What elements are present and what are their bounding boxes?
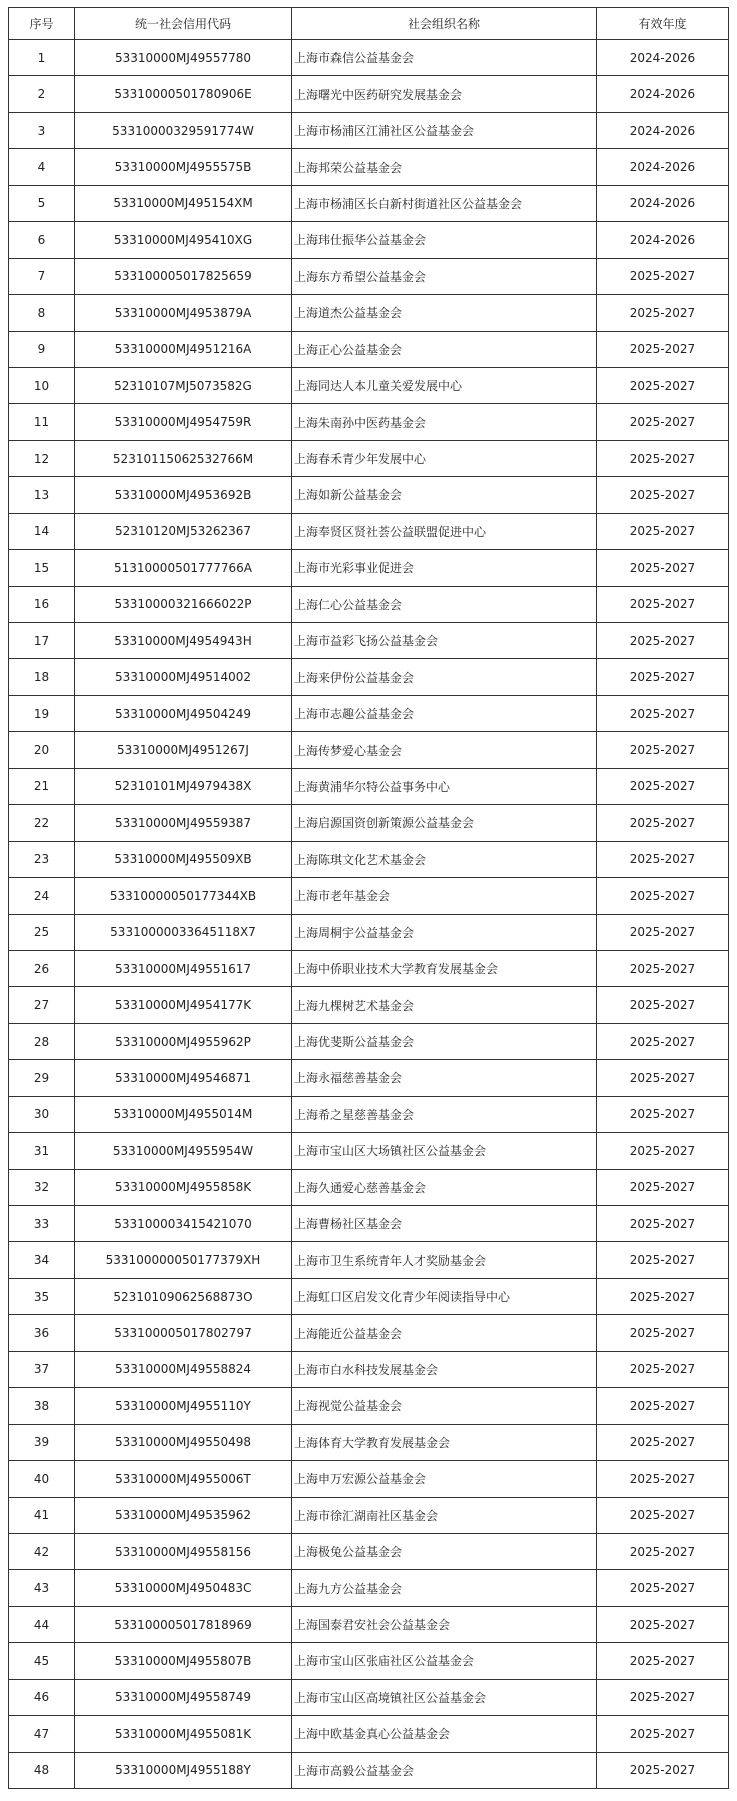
cell-credit-code: 53310000MJ4955081K <box>75 1716 292 1752</box>
cell-credit-code: 53310000033645118X7 <box>75 914 292 950</box>
cell-credit-code: 53310000MJ49558749 <box>75 1679 292 1715</box>
cell-org-name: 上海曙光中医药研究发展基金会 <box>292 76 597 112</box>
cell-credit-code: 53310000MJ49558824 <box>75 1351 292 1387</box>
cell-org-name: 上海市宝山区大场镇社区公益基金会 <box>292 1133 597 1169</box>
cell-org-name: 上海春禾青少年发展中心 <box>292 440 597 476</box>
cell-credit-code: 52310109062568873O <box>75 1278 292 1314</box>
cell-valid-years: 2025-2027 <box>597 258 729 294</box>
header-org-name: 社会组织名称 <box>292 8 597 40</box>
table-row <box>9 295 729 331</box>
cell-valid-years: 2025-2027 <box>597 1679 729 1715</box>
cell-valid-years: 2025-2027 <box>597 1206 729 1242</box>
table-row <box>9 331 729 367</box>
cell-org-name: 上海国泰君安社会公益基金会 <box>292 1606 597 1642</box>
cell-org-name: 上海市森信公益基金会 <box>292 40 597 76</box>
table-row <box>9 40 729 76</box>
cell-valid-years: 2025-2027 <box>597 1242 729 1278</box>
table-row <box>9 477 729 513</box>
cell-valid-years: 2025-2027 <box>597 732 729 768</box>
cell-org-name: 上海周桐宇公益基金会 <box>292 914 597 950</box>
cell-index: 6 <box>9 222 75 258</box>
cell-index: 39 <box>9 1424 75 1460</box>
cell-org-name: 上海市宝山区张庙社区公益基金会 <box>292 1643 597 1679</box>
cell-index: 29 <box>9 1060 75 1096</box>
cell-index: 5 <box>9 185 75 221</box>
cell-org-name: 上海申万宏源公益基金会 <box>292 1461 597 1497</box>
table-row <box>9 1533 729 1569</box>
table-row <box>9 623 729 659</box>
cell-index: 15 <box>9 550 75 586</box>
cell-credit-code: 53310000050177344XB <box>75 878 292 914</box>
cell-org-name: 上海希之星慈善基金会 <box>292 1096 597 1132</box>
table-row <box>9 1461 729 1497</box>
cell-org-name: 上海曹杨社区基金会 <box>292 1206 597 1242</box>
cell-valid-years: 2025-2027 <box>597 1023 729 1059</box>
cell-org-name: 上海市徐汇湖南社区基金会 <box>292 1497 597 1533</box>
cell-index: 3 <box>9 112 75 148</box>
table-row <box>9 659 729 695</box>
table-row <box>9 440 729 476</box>
cell-credit-code: 53310000MJ4955014M <box>75 1096 292 1132</box>
cell-index: 32 <box>9 1169 75 1205</box>
cell-credit-code: 533100003415421070 <box>75 1206 292 1242</box>
table-row <box>9 112 729 148</box>
table-row <box>9 805 729 841</box>
cell-index: 21 <box>9 768 75 804</box>
cell-org-name: 上海市志趣公益基金会 <box>292 695 597 731</box>
cell-index: 43 <box>9 1570 75 1606</box>
document-page <box>8 7 729 1789</box>
cell-org-name: 上海市老年基金会 <box>292 878 597 914</box>
cell-valid-years: 2025-2027 <box>597 1716 729 1752</box>
table-row <box>9 1752 729 1788</box>
cell-org-name: 上海极兔公益基金会 <box>292 1533 597 1569</box>
table-row <box>9 404 729 440</box>
cell-valid-years: 2025-2027 <box>597 805 729 841</box>
cell-index: 24 <box>9 878 75 914</box>
cell-valid-years: 2025-2027 <box>597 623 729 659</box>
cell-index: 18 <box>9 659 75 695</box>
cell-org-name: 上海市杨浦区江浦社区公益基金会 <box>292 112 597 148</box>
cell-credit-code: 53310000MJ4955006T <box>75 1461 292 1497</box>
cell-org-name: 上海传梦爱心基金会 <box>292 732 597 768</box>
cell-index: 28 <box>9 1023 75 1059</box>
cell-credit-code: 53310000MJ4955807B <box>75 1643 292 1679</box>
cell-credit-code: 53310000MJ49551617 <box>75 950 292 986</box>
cell-credit-code: 53310000MJ49557780 <box>75 40 292 76</box>
cell-index: 27 <box>9 987 75 1023</box>
cell-org-name: 上海市杨浦区长白新村街道社区公益基金会 <box>292 185 597 221</box>
cell-index: 35 <box>9 1278 75 1314</box>
table-row <box>9 1133 729 1169</box>
table-row <box>9 695 729 731</box>
table-row <box>9 987 729 1023</box>
cell-valid-years: 2025-2027 <box>597 1570 729 1606</box>
cell-credit-code: 53310000MJ4951216A <box>75 331 292 367</box>
table-row <box>9 550 729 586</box>
cell-credit-code: 53310000MJ495509XB <box>75 841 292 877</box>
cell-credit-code: 53310000329591774W <box>75 112 292 148</box>
cell-index: 46 <box>9 1679 75 1715</box>
cell-index: 1 <box>9 40 75 76</box>
cell-index: 4 <box>9 149 75 185</box>
cell-credit-code: 52310120MJ53262367 <box>75 513 292 549</box>
cell-valid-years: 2025-2027 <box>597 550 729 586</box>
cell-valid-years: 2025-2027 <box>597 1278 729 1314</box>
cell-index: 25 <box>9 914 75 950</box>
table-row <box>9 1606 729 1642</box>
table-row <box>9 222 729 258</box>
cell-index: 45 <box>9 1643 75 1679</box>
cell-org-name: 上海黄浦华尔特公益事务中心 <box>292 768 597 804</box>
cell-org-name: 上海仁心公益基金会 <box>292 586 597 622</box>
cell-index: 34 <box>9 1242 75 1278</box>
cell-index: 16 <box>9 586 75 622</box>
cell-valid-years: 2025-2027 <box>597 878 729 914</box>
cell-org-name: 上海久通爱心慈善基金会 <box>292 1169 597 1205</box>
cell-credit-code: 53310000MJ495154XM <box>75 185 292 221</box>
table-row <box>9 76 729 112</box>
cell-valid-years: 2025-2027 <box>597 987 729 1023</box>
cell-credit-code: 53310000MJ49504249 <box>75 695 292 731</box>
cell-org-name: 上海市白水科技发展基金会 <box>292 1351 597 1387</box>
cell-index: 12 <box>9 440 75 476</box>
cell-org-name: 上海来伊份公益基金会 <box>292 659 597 695</box>
cell-valid-years: 2025-2027 <box>597 1388 729 1424</box>
cell-valid-years: 2024-2026 <box>597 149 729 185</box>
cell-index: 9 <box>9 331 75 367</box>
cell-valid-years: 2025-2027 <box>597 950 729 986</box>
cell-org-name: 上海如新公益基金会 <box>292 477 597 513</box>
cell-index: 17 <box>9 623 75 659</box>
cell-org-name: 上海能近公益基金会 <box>292 1315 597 1351</box>
cell-org-name: 上海市宝山区高境镇社区公益基金会 <box>292 1679 597 1715</box>
cell-valid-years: 2025-2027 <box>597 440 729 476</box>
table-row <box>9 1315 729 1351</box>
cell-credit-code: 53310000MJ4951267J <box>75 732 292 768</box>
cell-credit-code: 53310000MJ4955110Y <box>75 1388 292 1424</box>
cell-org-name: 上海邦荣公益基金会 <box>292 149 597 185</box>
table-row <box>9 258 729 294</box>
cell-index: 47 <box>9 1716 75 1752</box>
cell-org-name: 上海体育大学教育发展基金会 <box>292 1424 597 1460</box>
cell-valid-years: 2025-2027 <box>597 1169 729 1205</box>
cell-credit-code: 53310000MJ4955575B <box>75 149 292 185</box>
table-row <box>9 1096 729 1132</box>
table-row <box>9 768 729 804</box>
cell-credit-code: 533100000050177379XH <box>75 1242 292 1278</box>
cell-credit-code: 53310000MJ495410XG <box>75 222 292 258</box>
cell-index: 20 <box>9 732 75 768</box>
cell-org-name: 上海朱南孙中医药基金会 <box>292 404 597 440</box>
cell-index: 7 <box>9 258 75 294</box>
organization-table <box>8 7 729 1789</box>
cell-valid-years: 2025-2027 <box>597 1315 729 1351</box>
cell-credit-code: 53310000321666022P <box>75 586 292 622</box>
table-row <box>9 1716 729 1752</box>
table-row <box>9 1388 729 1424</box>
cell-valid-years: 2025-2027 <box>597 1351 729 1387</box>
cell-org-name: 上海市益彩飞扬公益基金会 <box>292 623 597 659</box>
table-row <box>9 1570 729 1606</box>
table-row <box>9 1023 729 1059</box>
cell-credit-code: 53310000501780906E <box>75 76 292 112</box>
cell-valid-years: 2025-2027 <box>597 331 729 367</box>
table-row <box>9 513 729 549</box>
table-row <box>9 950 729 986</box>
cell-org-name: 上海玮仕振华公益基金会 <box>292 222 597 258</box>
table-row <box>9 149 729 185</box>
header-valid-years: 有效年度 <box>597 8 729 40</box>
cell-org-name: 上海同达人本儿童关爱发展中心 <box>292 367 597 403</box>
cell-index: 38 <box>9 1388 75 1424</box>
table-row <box>9 1424 729 1460</box>
cell-index: 31 <box>9 1133 75 1169</box>
table-row <box>9 1679 729 1715</box>
table-row <box>9 185 729 221</box>
cell-credit-code: 52310101MJ4979438X <box>75 768 292 804</box>
cell-index: 14 <box>9 513 75 549</box>
table-row <box>9 367 729 403</box>
cell-org-name: 上海中侨职业技术大学教育发展基金会 <box>292 950 597 986</box>
cell-credit-code: 533100005017818969 <box>75 1606 292 1642</box>
cell-valid-years: 2025-2027 <box>597 477 729 513</box>
table-row <box>9 732 729 768</box>
header-index: 序号 <box>9 8 75 40</box>
cell-credit-code: 53310000MJ4955962P <box>75 1023 292 1059</box>
cell-org-name: 上海九棵树艺术基金会 <box>292 987 597 1023</box>
cell-valid-years: 2024-2026 <box>597 76 729 112</box>
cell-org-name: 上海永福慈善基金会 <box>292 1060 597 1096</box>
cell-credit-code: 51310000501777766A <box>75 550 292 586</box>
cell-valid-years: 2025-2027 <box>597 1060 729 1096</box>
table-row <box>9 1206 729 1242</box>
cell-valid-years: 2025-2027 <box>597 1424 729 1460</box>
cell-valid-years: 2025-2027 <box>597 1606 729 1642</box>
table-row <box>9 1278 729 1314</box>
table-row <box>9 1351 729 1387</box>
table-row <box>9 1643 729 1679</box>
cell-credit-code: 53310000MJ49558156 <box>75 1533 292 1569</box>
cell-index: 23 <box>9 841 75 877</box>
cell-credit-code: 53310000MJ4953879A <box>75 295 292 331</box>
cell-valid-years: 2024-2026 <box>597 185 729 221</box>
table-row <box>9 1497 729 1533</box>
cell-org-name: 上海优斐斯公益基金会 <box>292 1023 597 1059</box>
cell-org-name: 上海市光彩事业促进会 <box>292 550 597 586</box>
cell-org-name: 上海市卫生系统青年人才奖励基金会 <box>292 1242 597 1278</box>
cell-index: 44 <box>9 1606 75 1642</box>
cell-valid-years: 2024-2026 <box>597 40 729 76</box>
cell-index: 36 <box>9 1315 75 1351</box>
cell-index: 40 <box>9 1461 75 1497</box>
table-row <box>9 1169 729 1205</box>
cell-credit-code: 53310000MJ49535962 <box>75 1497 292 1533</box>
cell-index: 10 <box>9 367 75 403</box>
cell-index: 11 <box>9 404 75 440</box>
cell-credit-code: 52310107MJ5073582G <box>75 367 292 403</box>
cell-valid-years: 2025-2027 <box>597 768 729 804</box>
table-row <box>9 1060 729 1096</box>
cell-credit-code: 52310115062532766M <box>75 440 292 476</box>
cell-valid-years: 2025-2027 <box>597 1643 729 1679</box>
cell-org-name: 上海启源国资创新策源公益基金会 <box>292 805 597 841</box>
cell-index: 33 <box>9 1206 75 1242</box>
table-row <box>9 841 729 877</box>
cell-org-name: 上海市高毅公益基金会 <box>292 1752 597 1788</box>
cell-index: 19 <box>9 695 75 731</box>
table-row <box>9 1242 729 1278</box>
cell-org-name: 上海虹口区启发文化青少年阅读指导中心 <box>292 1278 597 1314</box>
cell-index: 2 <box>9 76 75 112</box>
table-row <box>9 878 729 914</box>
cell-credit-code: 53310000MJ49550498 <box>75 1424 292 1460</box>
cell-index: 22 <box>9 805 75 841</box>
cell-credit-code: 533100005017825659 <box>75 258 292 294</box>
cell-valid-years: 2025-2027 <box>597 841 729 877</box>
cell-credit-code: 53310000MJ4954759R <box>75 404 292 440</box>
cell-valid-years: 2025-2027 <box>597 659 729 695</box>
cell-credit-code: 53310000MJ49559387 <box>75 805 292 841</box>
cell-org-name: 上海陈琪文化艺术基金会 <box>292 841 597 877</box>
cell-index: 8 <box>9 295 75 331</box>
cell-valid-years: 2025-2027 <box>597 586 729 622</box>
cell-valid-years: 2025-2027 <box>597 695 729 731</box>
cell-org-name: 上海正心公益基金会 <box>292 331 597 367</box>
cell-org-name: 上海东方希望公益基金会 <box>292 258 597 294</box>
cell-credit-code: 53310000MJ4953692B <box>75 477 292 513</box>
cell-credit-code: 53310000MJ4950483C <box>75 1570 292 1606</box>
cell-valid-years: 2025-2027 <box>597 1461 729 1497</box>
cell-org-name: 上海九方公益基金会 <box>292 1570 597 1606</box>
cell-index: 13 <box>9 477 75 513</box>
cell-credit-code: 53310000MJ49514002 <box>75 659 292 695</box>
cell-valid-years: 2025-2027 <box>597 914 729 950</box>
cell-org-name: 上海视觉公益基金会 <box>292 1388 597 1424</box>
cell-org-name: 上海中欧基金真心公益基金会 <box>292 1716 597 1752</box>
cell-credit-code: 533100005017802797 <box>75 1315 292 1351</box>
cell-org-name: 上海道杰公益基金会 <box>292 295 597 331</box>
table-row <box>9 586 729 622</box>
cell-credit-code: 53310000MJ4954943H <box>75 623 292 659</box>
cell-index: 30 <box>9 1096 75 1132</box>
cell-index: 48 <box>9 1752 75 1788</box>
cell-index: 37 <box>9 1351 75 1387</box>
cell-credit-code: 53310000MJ4955954W <box>75 1133 292 1169</box>
cell-valid-years: 2025-2027 <box>597 295 729 331</box>
cell-valid-years: 2025-2027 <box>597 1533 729 1569</box>
cell-org-name: 上海奉贤区贤社荟公益联盟促进中心 <box>292 513 597 549</box>
cell-credit-code: 53310000MJ4954177K <box>75 987 292 1023</box>
cell-valid-years: 2025-2027 <box>597 367 729 403</box>
cell-credit-code: 53310000MJ4955858K <box>75 1169 292 1205</box>
cell-index: 26 <box>9 950 75 986</box>
cell-valid-years: 2025-2027 <box>597 1096 729 1132</box>
cell-valid-years: 2025-2027 <box>597 1497 729 1533</box>
cell-index: 42 <box>9 1533 75 1569</box>
cell-valid-years: 2024-2026 <box>597 112 729 148</box>
table-header-row <box>9 8 729 40</box>
cell-credit-code: 53310000MJ49546871 <box>75 1060 292 1096</box>
cell-valid-years: 2025-2027 <box>597 404 729 440</box>
cell-credit-code: 53310000MJ4955188Y <box>75 1752 292 1788</box>
cell-valid-years: 2024-2026 <box>597 222 729 258</box>
cell-valid-years: 2025-2027 <box>597 513 729 549</box>
header-credit-code: 统一社会信用代码 <box>75 8 292 40</box>
cell-valid-years: 2025-2027 <box>597 1752 729 1788</box>
cell-index: 41 <box>9 1497 75 1533</box>
cell-valid-years: 2025-2027 <box>597 1133 729 1169</box>
table-row <box>9 914 729 950</box>
